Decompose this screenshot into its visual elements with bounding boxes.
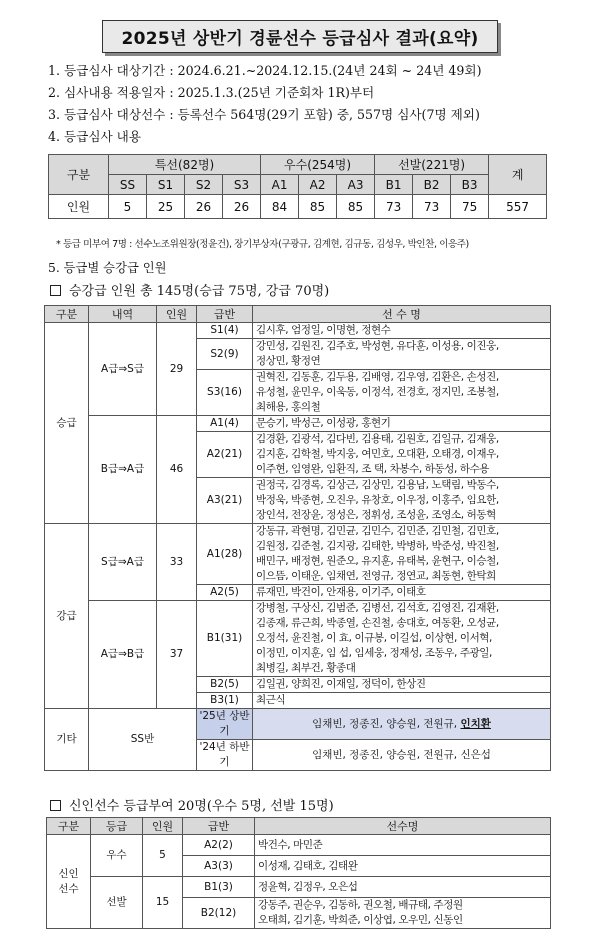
names-cell: 김경환, 김광석, 김다빈, 김용태, 김원호, 김일규, 김재웅, 김지훈, 김학철, 박지웅, 여민호, 오대환, 오태경, 이재우, 이주현, 임영완, 임환직, 조 택, 차봉수, 하동성, 하수용 bbox=[253, 432, 551, 478]
grade-header: B2 bbox=[413, 175, 451, 195]
grade-header: B3 bbox=[451, 175, 489, 195]
grade-cell: B2(5) bbox=[197, 677, 253, 693]
grade-cell: B1(31) bbox=[197, 601, 253, 677]
col-header: 등급 bbox=[91, 818, 143, 835]
summary-group-seonbal: 선발(221명) bbox=[375, 155, 489, 175]
count-a-to-b: 37 bbox=[157, 601, 197, 709]
info-block bbox=[48, 60, 482, 148]
exclusion-note: * 등급 미부여 7명 : 선수노조위원장(정윤건), 장기부상자(구광규, 김계현, 김규동, 김성우, 박인찬, 이응주) bbox=[56, 239, 469, 250]
count-b-to-a: 46 bbox=[157, 416, 197, 524]
count-s-to-a: 33 bbox=[157, 524, 197, 601]
info-line-1: 1. 등급심사 대상기간 : 2024.6.21.~2024.12.15.(24년 24회 ~ 24년 49회) bbox=[48, 63, 482, 78]
grade-header: S3 bbox=[223, 175, 261, 195]
count-a-to-s: 29 bbox=[157, 323, 197, 416]
grade-cell: A2(21) bbox=[197, 432, 253, 478]
grade-cell: B2(12) bbox=[183, 898, 255, 929]
grade-count: 26 bbox=[223, 195, 261, 219]
grade-count: 85 bbox=[337, 195, 375, 219]
grade-cell: A2(2) bbox=[183, 835, 255, 856]
names-cell: 권정국, 김경록, 김상근, 김상민, 김용남, 노택림, 박동수, 박정욱, 박종현, 오진우, 유창호, 이우정, 이홍주, 임요한, 장인석, 전장윤, 정성은, 정휘성, 조성윤, 조영소, 허동혁 bbox=[253, 478, 551, 524]
naeyeok-s-to-a: S급⇒A급 bbox=[89, 524, 157, 601]
grade-count: 85 bbox=[299, 195, 337, 219]
summary-table bbox=[48, 154, 547, 219]
col-header: 선 수 명 bbox=[253, 306, 551, 323]
info-line-2: 2. 심사내용 적용일자 : 2025.1.3.(25년 기준회차 1R)부터 bbox=[48, 85, 375, 100]
names-cell: 임채빈, 정종진, 양승원, 전원규, 신은섭 bbox=[253, 740, 551, 771]
names-cell: 최근식 bbox=[253, 693, 551, 709]
names-cell: 강민성, 김원진, 김주호, 박성현, 유다훈, 이성용, 이진웅, 정상민, 황정연 bbox=[253, 339, 551, 370]
naeyeok-ss: SS반 bbox=[89, 709, 197, 771]
grade-cell: S2(9) bbox=[197, 339, 253, 370]
names-cell: 권혁진, 김동훈, 김두용, 김배영, 김우영, 김환은, 손성진, 유성철, 윤민우, 이욱동, 이정석, 전경호, 정지민, 조봉철, 최해용, 홍의철 bbox=[253, 370, 551, 416]
grade-header: S2 bbox=[185, 175, 223, 195]
summary-group-teukseon: 특선(82명) bbox=[109, 155, 261, 175]
promotion-subheading bbox=[50, 280, 329, 299]
col-header: 구분 bbox=[47, 818, 91, 835]
summary-gubun-header: 구분 bbox=[49, 155, 109, 195]
grade-cell: '24년 하반기 bbox=[197, 740, 253, 771]
names-cell: 강동규, 곽현명, 김민균, 김민수, 김민준, 김민철, 김민호, 김원정, 김준철, 김지광, 김태한, 박병하, 박준성, 박진철, 배민구, 배정현, 원준오, 유지훈, 유태복, 윤현구, 이승철, 이으뜸, 이태운, 임채연, 전영규, 정연교, 최동현, 한탁희 bbox=[253, 524, 551, 585]
col-header: 구분 bbox=[45, 306, 89, 323]
names-cell: 김일권, 양희진, 이재일, 정덕이, 한상진 bbox=[253, 677, 551, 693]
naeyeok-a-to-s: A급⇒S급 bbox=[89, 323, 157, 416]
grade-cell: A1(28) bbox=[197, 524, 253, 585]
naeyeok-a-to-b: A급⇒B급 bbox=[89, 601, 157, 709]
grade-count: 73 bbox=[413, 195, 451, 219]
grade-header: A3 bbox=[337, 175, 375, 195]
highlighted-name: 인치환 bbox=[460, 717, 491, 730]
newbie-subheading bbox=[50, 795, 334, 814]
info-line-4: 4. 등급심사 내용 bbox=[48, 129, 142, 144]
col-header: 인원 bbox=[157, 306, 197, 323]
col-header: 급반 bbox=[183, 818, 255, 835]
newbie-grade-seonbal: 선발 bbox=[91, 877, 143, 929]
names-cell: 문승기, 박성근, 이성광, 홍현기 bbox=[253, 416, 551, 432]
summary-row-label: 인원 bbox=[49, 195, 109, 219]
newbie-grade-usu: 우수 bbox=[91, 835, 143, 877]
category-gita: 기타 bbox=[45, 709, 89, 771]
grade-count: 5 bbox=[109, 195, 147, 219]
grade-cell: '25년 상반기 bbox=[197, 709, 253, 740]
summary-total-header: 계 bbox=[489, 155, 547, 195]
grade-cell: A1(4) bbox=[197, 416, 253, 432]
grade-count: 75 bbox=[451, 195, 489, 219]
grade-count: 73 bbox=[375, 195, 413, 219]
names-cell: 김시후, 엄정일, 이명현, 정현수 bbox=[253, 323, 551, 339]
names-cell: 류재민, 박건이, 안재용, 이기주, 이태호 bbox=[253, 585, 551, 601]
col-header: 인원 bbox=[143, 818, 183, 835]
grade-header: S1 bbox=[147, 175, 185, 195]
names-cell: 이성재, 김태호, 김태완 bbox=[255, 856, 551, 877]
grade-cell: A3(3) bbox=[183, 856, 255, 877]
checkbox-icon bbox=[50, 800, 61, 811]
grade-header: SS bbox=[109, 175, 147, 195]
names-cell: 박건수, 마민준 bbox=[255, 835, 551, 856]
promotion-subheading-text: 승강급 인원 총 145명(승급 75명, 강급 70명) bbox=[69, 284, 330, 299]
grade-header: A2 bbox=[299, 175, 337, 195]
names-cell: 강동주, 권순우, 김동하, 권오철, 배규태, 주정원 오태희, 김기훈, 박희준, 이상엽, 오우민, 신동인 bbox=[255, 898, 551, 929]
newbie-category: 신인 선수 bbox=[47, 835, 91, 929]
naeyeok-b-to-a: B급⇒A급 bbox=[89, 416, 157, 524]
newbie-subheading-text: 신인선수 등급부여 20명(우수 5명, 선발 15명) bbox=[69, 799, 334, 814]
grade-cell: B1(3) bbox=[183, 877, 255, 898]
grade-cell: A3(21) bbox=[197, 478, 253, 524]
grade-count: 84 bbox=[261, 195, 299, 219]
grade-count: 25 bbox=[147, 195, 185, 219]
newbie-count-usu: 5 bbox=[143, 835, 183, 877]
section-5-heading: 5. 등급별 승강급 인원 bbox=[48, 261, 167, 275]
grade-header: B1 bbox=[375, 175, 413, 195]
grade-count: 26 bbox=[185, 195, 223, 219]
summary-total: 557 bbox=[489, 195, 547, 219]
names-cell: 강병철, 구상신, 김범준, 김병선, 김석호, 김영진, 김재환, 김종재, 류근희, 박종열, 손진철, 송대호, 여동환, 오성균, 오정석, 윤진철, 이 효, 이규봉, 이길섭, 이상현, 이서혁, 이정민, 이지훈, 임 섭, 임세웅, 정재성, 조동우, 주광일, 최병길, 최부건, 황종대 bbox=[253, 601, 551, 677]
category-seunggeup: 승급 bbox=[45, 323, 89, 524]
info-line-3: 3. 등급심사 대상선수 : 등록선수 564명(29기 포함) 중, 557명 심사(7명 제외) bbox=[48, 107, 480, 122]
col-header: 급반 bbox=[197, 306, 253, 323]
promotion-table bbox=[44, 305, 551, 771]
grade-cell: B3(1) bbox=[197, 693, 253, 709]
col-header: 선수명 bbox=[255, 818, 551, 835]
grade-cell: A2(5) bbox=[197, 585, 253, 601]
names-cell: 임채빈, 정종진, 양승원, 전원규, 인치환 bbox=[253, 709, 551, 740]
newbie-count-seonbal: 15 bbox=[143, 877, 183, 929]
category-ganggeup: 강급 bbox=[45, 524, 89, 709]
checkbox-icon bbox=[50, 285, 61, 296]
names-cell: 정윤혁, 김정우, 오은섭 bbox=[255, 877, 551, 898]
page-title: 2025년 상반기 경륜선수 등급심사 결과(요약) bbox=[102, 20, 498, 53]
summary-group-usu: 우수(254명) bbox=[261, 155, 375, 175]
grade-cell: S3(16) bbox=[197, 370, 253, 416]
grade-cell: S1(4) bbox=[197, 323, 253, 339]
grade-header: A1 bbox=[261, 175, 299, 195]
col-header: 내역 bbox=[89, 306, 157, 323]
newbie-table bbox=[46, 817, 551, 929]
